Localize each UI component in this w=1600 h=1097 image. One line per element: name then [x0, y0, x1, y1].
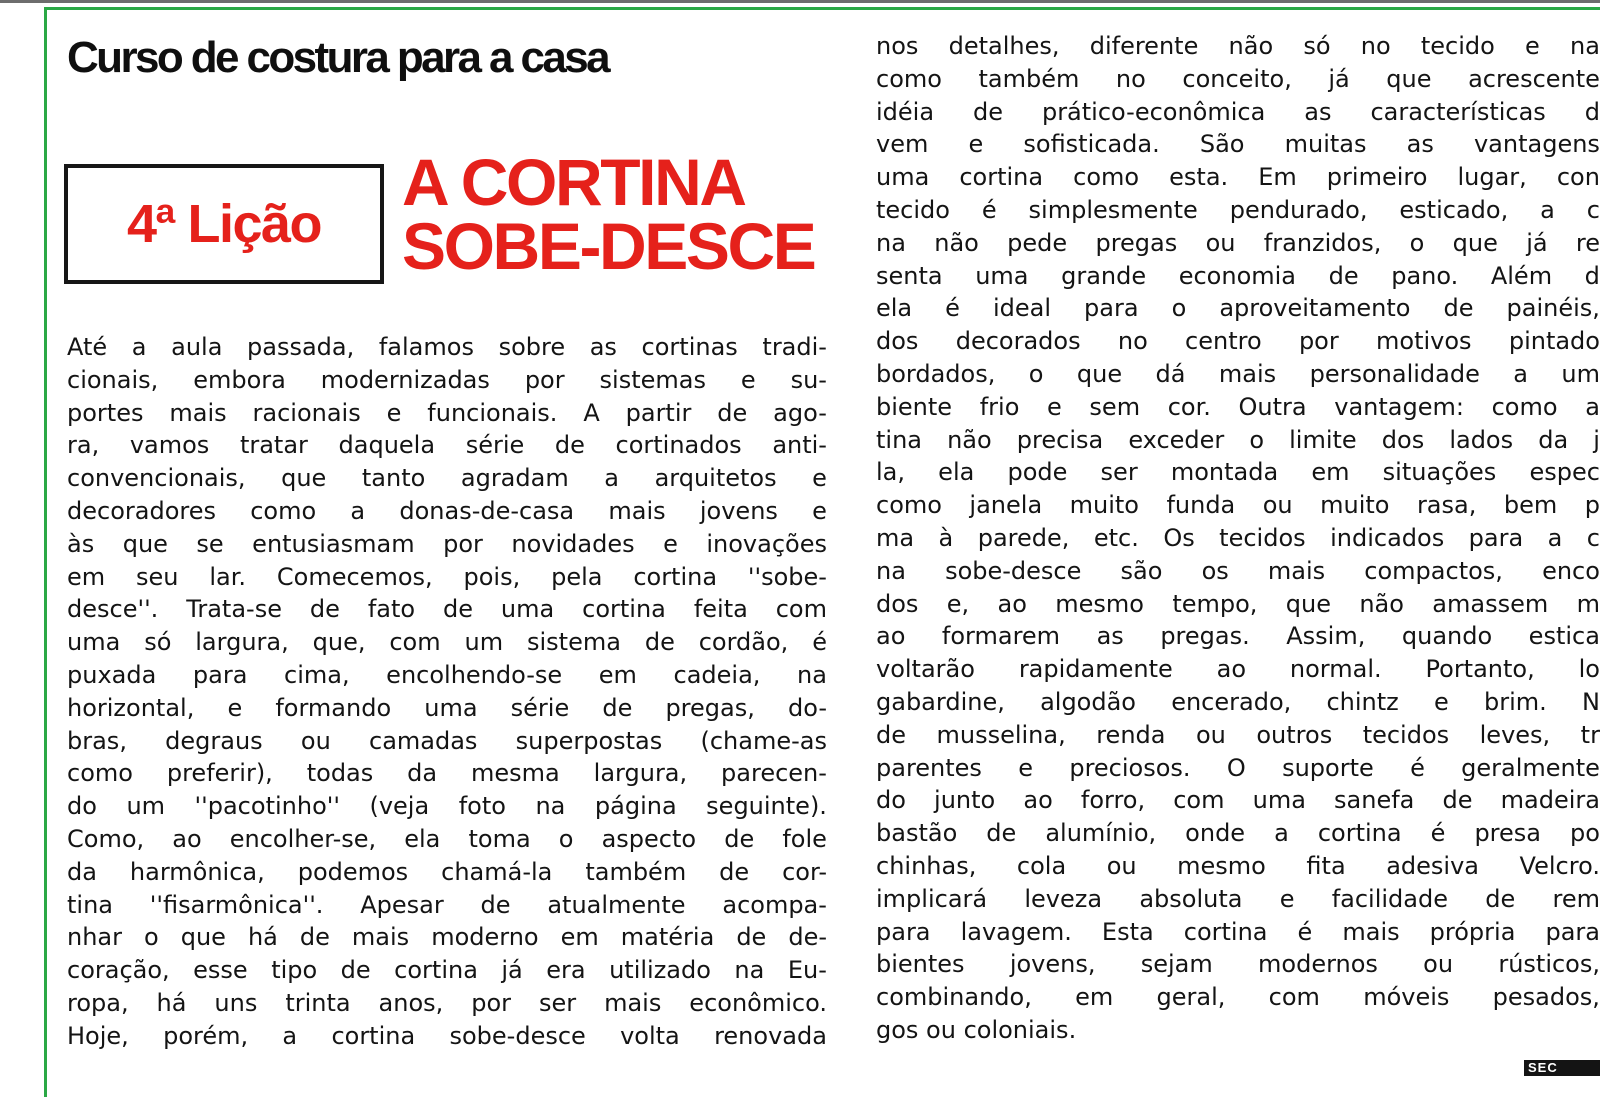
text-line: como também no conceito, já que acrescente [876, 64, 1600, 93]
text-line: ma à parede, etc. Os tecidos indicados para a c [876, 523, 1600, 552]
text-line: decoradores como a donas-de-casa mais jovens e [67, 496, 827, 525]
text-line: voltarão rapidamente ao normal. Portanto, lo [876, 655, 1600, 684]
text-line: bientes jovens, sejam modernos ou rústicos, [876, 950, 1600, 979]
text-line: senta uma grande economia de pano. Além d [876, 261, 1600, 290]
right-text-column [876, 30, 1600, 1047]
lesson-number-label: 4ª Lição [126, 194, 322, 254]
text-line: Como, ao encolher-se, ela toma o aspecto de fole [67, 824, 827, 853]
text-line: implicará leveza absoluta e facilidade de rem [876, 884, 1600, 913]
text-line: como janela muito funda ou muito rasa, bem p [876, 491, 1600, 520]
text-line: bordados, o que dá mais personalidade a um [876, 359, 1600, 388]
text-line: nos detalhes, diferente não só no tecido e na [876, 32, 1600, 60]
top-rule [0, 0, 1600, 3]
text-line: coração, esse tipo de cortina já era utilizado na Eu- [67, 956, 827, 985]
text-line: idéia de prático-econômica as características d [876, 97, 1600, 126]
text-line: portes mais racionais e funcionais. A partir de ago- [67, 398, 827, 427]
text-line: parentes e preciosos. O suporte é geralmente [876, 753, 1600, 782]
text-line: Até a aula passada, falamos sobre as cortinas tradi- [67, 333, 827, 361]
text-line: tina ''fisarmônica''. Apesar de atualmente acompa- [67, 890, 827, 919]
lesson-number-box [64, 164, 384, 284]
text-line: como preferir), todas da mesma largura, parecen- [67, 759, 827, 788]
text-line: dos e, ao mesmo tempo, que não amassem m [876, 589, 1600, 618]
section-badge: SEC [1524, 1060, 1600, 1076]
text-line: chinhas, cola ou mesmo fita adesiva Velcro. [876, 851, 1600, 880]
text-line: vem e sofisticada. São muitas as vantagens [876, 130, 1600, 159]
text-line: la, ela pode ser montada em situações espec [876, 458, 1600, 487]
text-line: nhar o que há de mais moderno em matéria de de- [67, 923, 827, 952]
text-line: ela é ideal para o aproveitamento de painéis, [876, 294, 1600, 323]
text-line: ra, vamos tratar daquela série de cortinados anti- [67, 431, 827, 460]
text-line: bras, degraus ou camadas superpostas (chame-as [67, 726, 827, 755]
text-line: na não pede pregas ou franzidos, o que já re [876, 228, 1600, 257]
text-line: do junto ao forro, com uma sanefa de madeira [876, 786, 1600, 815]
text-line: puxada para cima, encolhendo-se em cadeia, na [67, 660, 827, 689]
text-line: do um ''pacotinho'' (veja foto na página seguinte). [67, 792, 827, 821]
lesson-title [402, 145, 815, 283]
text-line: da harmônica, podemos chamá-la também de cor- [67, 857, 827, 886]
text-line: ropa, há uns trinta anos, por ser mais econômico. [67, 988, 827, 1017]
text-line: de musselina, renda ou outros tecidos leves, tr [876, 720, 1600, 749]
text-line: para lavagem. Esta cortina é mais própria para [876, 917, 1600, 946]
lesson-title-line-1: A CORTINA [402, 145, 745, 219]
text-line: uma só largura, que, com um sistema de cordão, é [67, 628, 827, 657]
text-line: uma cortina como esta. Em primeiro lugar, con [876, 163, 1600, 192]
text-line: em seu lar. Comecemos, pois, pela cortina ''sobe- [67, 562, 827, 591]
left-text-column [67, 331, 827, 1053]
text-line: dos decorados no centro por motivos pintado [876, 327, 1600, 356]
text-line: horizontal, e formando uma série de pregas, do- [67, 693, 827, 722]
text-line: convencionais, que tanto agradam a arquitetos e [67, 464, 827, 493]
text-line: na sobe-desce são os mais compactos, enco [876, 556, 1600, 585]
lesson-title-line-2: SOBE-DESCE [402, 209, 815, 283]
series-title: Curso de costura para a casa [67, 33, 609, 82]
text-line: às que se entusiasmam por novidades e inovações [67, 529, 827, 558]
text-line: tecido é simplesmente pendurado, esticado, a c [876, 195, 1600, 224]
text-line: ao formarem as pregas. Assim, quando estica [876, 622, 1600, 651]
text-line: cionais, embora modernizadas por sistemas e su- [67, 365, 827, 394]
text-line: biente frio e sem cor. Outra vantagem: como a [876, 392, 1600, 421]
text-line: desce''. Trata-se de fato de uma cortina feita com [67, 595, 827, 624]
text-line: gabardine, algodão encerado, chintz e brim. N [876, 687, 1600, 716]
text-line: Hoje, porém, a cortina sobe-desce volta renovada [67, 1021, 827, 1050]
text-line: gos ou coloniais. [876, 1015, 1077, 1044]
text-line: combinando, em geral, com móveis pesados, [876, 983, 1600, 1012]
text-line: tina não precisa exceder o limite dos lados da j [876, 425, 1600, 454]
text-line: bastão de alumínio, onde a cortina é presa po [876, 819, 1600, 848]
